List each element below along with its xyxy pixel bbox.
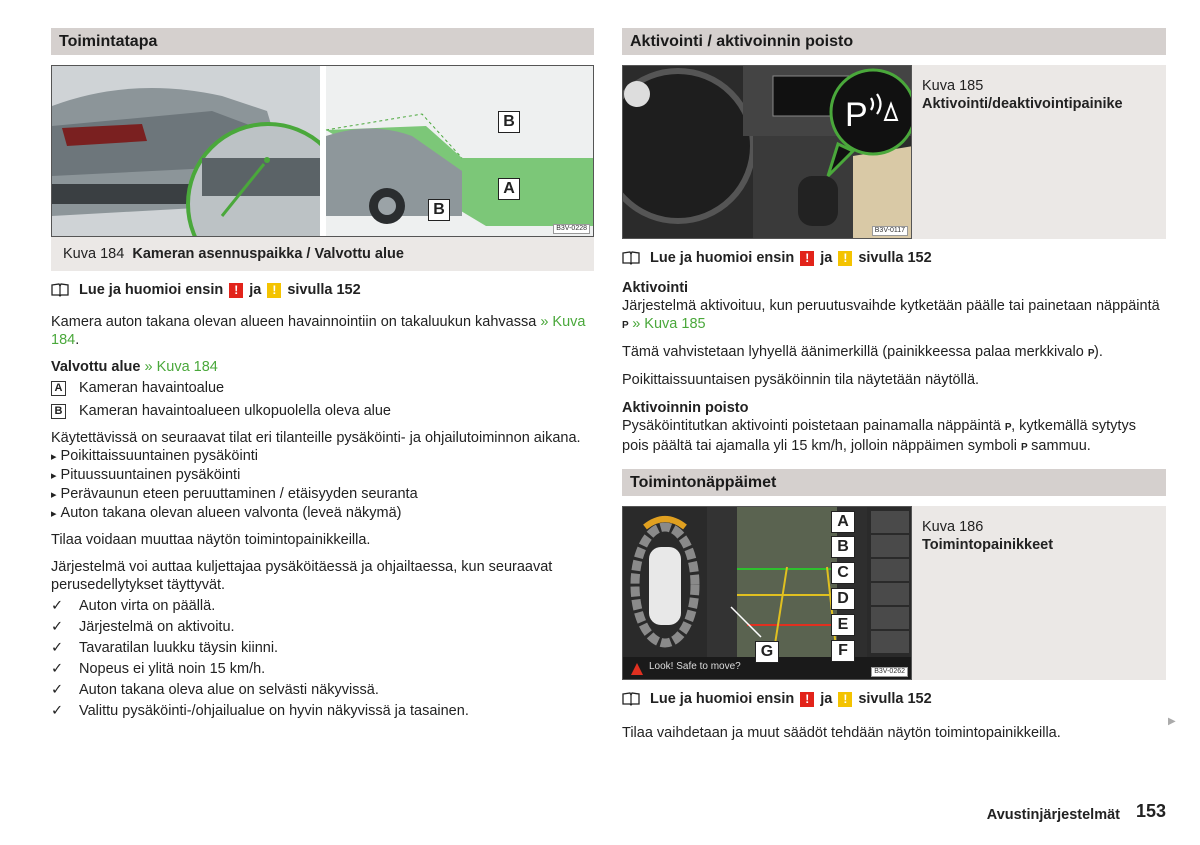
legend-item-a: A Kameran havaintoalue xyxy=(51,379,594,397)
callout-label-b: B xyxy=(831,536,855,558)
activation-button-illustration xyxy=(623,66,912,239)
list-item: ✓ Järjestelmä on aktivoitu. xyxy=(51,619,235,635)
confirm-text: Tämä vahvistetaan lyhyellä äänimerkillä (painikkeessa palaa merkkivalo P). xyxy=(622,344,1103,360)
footer-chapter-title: Avustinjärjestelmät xyxy=(986,807,1120,823)
conditions-intro: Järjestelmä voi auttaa kuljettajaa pysäköitäessä ja ohjailtaessa, kun seuraavat perusedellytykset täyttyvät. xyxy=(51,559,553,593)
warning-red-icon: ! xyxy=(800,251,814,266)
page-number: 153 xyxy=(1135,801,1166,821)
figure-link[interactable]: » Kuva 185 xyxy=(632,316,706,332)
callout-label-a: A xyxy=(831,511,855,533)
intro-paragraph: Kamera auton takana olevan alueen havainnointiin on takaluukun kahvassa » Kuva 184. xyxy=(51,314,586,348)
section-heading-aktivointi: Aktivointi / aktivoinnin poisto xyxy=(622,28,1166,55)
warning-yellow-icon: ! xyxy=(267,283,281,298)
camera-location-illustration xyxy=(52,66,594,237)
list-item: ✓ Auton virta on päällä. xyxy=(51,598,216,614)
check-icon: ✓ xyxy=(51,661,64,677)
figure-185-row xyxy=(622,65,1166,239)
read-note: Lue ja huomioi ensin ! ja ! sivulla 152 xyxy=(51,281,594,299)
callout-label-c: C xyxy=(831,562,855,584)
display-warning-text: Look! Safe to move? xyxy=(649,661,741,672)
caption-number: Kuva 184 xyxy=(63,246,125,262)
pa-icon: P xyxy=(1004,422,1012,433)
warning-yellow-icon: ! xyxy=(838,251,852,266)
right-column xyxy=(622,28,1166,742)
caption-title: Aktivointi/deaktivointipainike xyxy=(922,96,1123,112)
callout-label-f: F xyxy=(831,640,855,662)
section-heading-toimintonappaimet: Toimintonäppäimet xyxy=(622,469,1166,496)
list-item: ✓ Tavaratilan luukku täysin kiinni. xyxy=(51,640,279,656)
left-column xyxy=(51,28,594,720)
deactivation-text: Pysäköintitutkan aktivointi poistetaan painamalla näppäintä P, kytkemällä sytytys pois päältä tai ajamalla yli 15 km/h, jolloin näppäimen symboli P sammuu. xyxy=(622,418,1136,454)
caption-number: Kuva 186 xyxy=(922,519,984,535)
callout-label-d: D xyxy=(831,588,855,610)
activation-heading: Aktivointi xyxy=(622,280,689,296)
callout-label-e: E xyxy=(831,614,855,636)
modes-intro: Käytettävissä on seuraavat tilat eri tilanteille pysäköinti- ja ohjailutoiminnon aikana. xyxy=(51,430,581,446)
modes-change: Tilaa voidaan muuttaa näytön toimintopainikkeilla. xyxy=(51,532,371,548)
pa-icon: P xyxy=(1087,348,1095,359)
figure-code: B3V-0262 xyxy=(871,667,908,677)
list-item: ▸ Perävaunun eteen peruuttaminen / etäisyyden seuranta xyxy=(51,485,594,504)
figure-code: B3V-0117 xyxy=(872,226,908,236)
next-page-arrow-icon: ▶ xyxy=(1168,716,1176,727)
list-item: ✓ Auton takana oleva alue on selvästi näkyvissä. xyxy=(51,682,379,698)
check-icon: ✓ xyxy=(51,703,64,719)
deactivation-heading: Aktivoinnin poisto xyxy=(622,400,749,416)
final-text: Tilaa vaihdetaan ja muut säädöt tehdään näytön toimintopainikkeilla. xyxy=(622,725,1061,741)
list-item: ▸ Auton takana olevan alueen valvonta (leveä näkymä) xyxy=(51,504,594,523)
legend-item-b: B Kameran havaintoalueen ulkopuolella oleva alue xyxy=(51,402,594,420)
warning-red-icon: ! xyxy=(800,692,814,707)
figure-185-caption xyxy=(912,65,1133,239)
figure-184-caption xyxy=(51,237,594,271)
caption-title: Kameran asennuspaikka / Valvottu alue xyxy=(132,246,404,262)
monitored-area-heading: Valvottu alue » Kuva 184 xyxy=(51,359,218,375)
check-icon: ✓ xyxy=(51,619,64,635)
check-icon: ✓ xyxy=(51,682,64,698)
book-icon xyxy=(622,692,640,706)
figure-code: B3V-0228 xyxy=(553,224,590,234)
read-note: Lue ja huomioi ensin ! ja ! sivulla 152 xyxy=(622,249,1166,267)
list-item: ▸ Pituussuuntainen pysäköinti xyxy=(51,466,594,485)
check-icon: ✓ xyxy=(51,598,64,614)
caption-number: Kuva 185 xyxy=(922,78,984,94)
figure-186-row xyxy=(622,506,1166,680)
pa-icon: P xyxy=(622,320,629,331)
zone-b-top-label: B xyxy=(498,111,520,133)
conditions-list xyxy=(51,597,594,720)
warning-yellow-icon: ! xyxy=(838,692,852,707)
figure-186-caption xyxy=(912,506,1063,680)
list-item: ▸ Poikittaissuuntainen pysäköinti xyxy=(51,447,594,466)
pa-icon: P xyxy=(1020,442,1028,453)
figure-186 xyxy=(622,506,912,680)
warning-red-icon: ! xyxy=(229,283,243,298)
list-item: ✓ Nopeus ei ylitä noin 15 km/h. xyxy=(51,661,266,677)
figure-link[interactable]: » Kuva 184 xyxy=(51,314,586,348)
state-text: Poikittaissuuntaisen pysäköinnin tila näytetään näytöllä. xyxy=(622,372,980,388)
caption-title: Toimintopainikkeet xyxy=(922,537,1054,553)
callout-label-g: G xyxy=(755,641,779,663)
check-icon: ✓ xyxy=(51,640,64,656)
figure-184 xyxy=(51,65,594,237)
list-item: ✓ Valittu pysäköinti-/ohjailualue on hyvin näkyvissä ja tasainen. xyxy=(51,703,469,719)
book-icon xyxy=(51,283,69,297)
section-heading-toimintatapa: Toimintatapa xyxy=(51,28,594,55)
book-icon xyxy=(622,251,640,265)
read-note: Lue ja huomioi ensin ! ja ! sivulla 152 xyxy=(622,690,1166,708)
figure-185 xyxy=(622,65,912,239)
modes-list xyxy=(51,447,594,523)
activation-text: Järjestelmä aktivoituu, kun peruutusvaihde kytketään päälle tai painetaan näppäintä P » Kuva 185 xyxy=(622,298,1160,332)
zone-a-label: A xyxy=(498,178,520,200)
figure-link[interactable]: » Kuva 184 xyxy=(144,359,218,375)
button-symbol: P xyxy=(845,96,868,134)
zone-b-bottom-label: B xyxy=(428,199,450,221)
